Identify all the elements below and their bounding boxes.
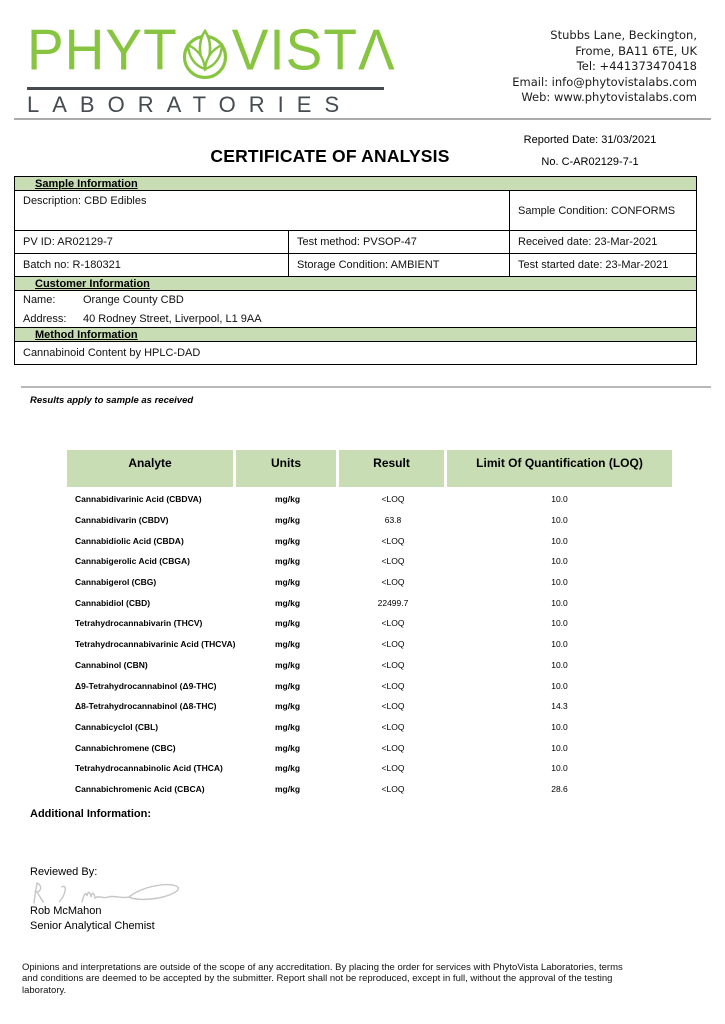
results-table-header xyxy=(67,450,672,487)
cell-units: mg/kg xyxy=(274,556,301,567)
sample-information-header xyxy=(15,177,696,191)
cell-result: <LOQ xyxy=(381,556,405,567)
table-row xyxy=(67,551,672,572)
table-row xyxy=(67,530,672,551)
report-number: No. C-AR02129-7-1 xyxy=(541,155,639,168)
description-cell: Description: CBD Edibles xyxy=(15,191,510,230)
cell-loq: 10.0 xyxy=(551,597,568,608)
cell-units: mg/kg xyxy=(274,639,301,650)
logo-text-right: VIST xyxy=(231,17,358,83)
cell-analyte: Δ9-Tetrahydrocannabinol (Δ9-THC) xyxy=(75,680,217,691)
table-row xyxy=(67,758,672,779)
cell-analyte: Tetrahydrocannabivarin (THCV) xyxy=(75,618,203,629)
cell-loq: 10.0 xyxy=(551,494,568,505)
cell-result: <LOQ xyxy=(381,639,405,650)
disclaimer-text: Opinions and interpretations are outside of the scope of any accreditation. By placing the order for services with PhytoVista Laboratories, terms and conditions are deemed to be accepted by the submitter. Report shall not be reproduced, except in full, without the approval of the testing laboratory. xyxy=(22,962,623,996)
logo-text-lambda: Λ xyxy=(357,17,396,83)
cell-result: 22499.7 xyxy=(377,597,409,608)
contact-web: Web: www.phytovistalabs.com xyxy=(521,90,697,105)
reviewer-name: Rob McMahon xyxy=(30,905,102,917)
cell-analyte: Cannabigerol (CBG) xyxy=(75,577,157,588)
customer-name: Orange County CBD xyxy=(83,294,184,306)
table-row xyxy=(67,655,672,676)
cell-units: mg/kg xyxy=(274,783,301,794)
cell-result: 63.8 xyxy=(384,515,402,526)
column-header-result: Result xyxy=(339,450,444,487)
contact-tel: Tel: +441373470418 xyxy=(576,59,697,74)
test-started-date-cell: Test started date: 23-Mar-2021 xyxy=(518,259,669,271)
cell-result: <LOQ xyxy=(381,535,405,546)
method-information-heading: Method Information xyxy=(35,328,138,341)
column-header-units: Units xyxy=(236,450,336,487)
cell-units: mg/kg xyxy=(274,515,301,526)
test-method-cell: Test method: PVSOP-47 xyxy=(289,231,510,253)
logo-divider xyxy=(27,87,384,90)
sample-info-table xyxy=(14,176,697,365)
cell-analyte: Tetrahydrocannabivarinic Acid (THCVA) xyxy=(75,639,236,650)
cell-analyte: Δ8-Tetrahydrocannabinol (Δ8-THC) xyxy=(75,701,217,712)
received-date-cell: Received date: 23-Mar-2021 xyxy=(518,236,658,248)
cell-loq: 10.0 xyxy=(551,556,568,567)
leaf-in-circle-icon xyxy=(179,24,231,80)
cell-loq: 10.0 xyxy=(551,680,568,691)
cell-result: <LOQ xyxy=(381,701,405,712)
cell-result: <LOQ xyxy=(381,783,405,794)
customer-address-line xyxy=(23,313,696,325)
method-cell: Cannabinoid Content by HPLC-DAD xyxy=(23,347,201,359)
cell-loq: 10.0 xyxy=(551,721,568,732)
customer-information-header xyxy=(15,277,696,291)
logo-text-left: PHYT xyxy=(27,17,178,83)
cell-units: mg/kg xyxy=(274,535,301,546)
reported-date: Reported Date: 31/03/2021 xyxy=(523,134,657,146)
logo-subtitle: LABORATORIES xyxy=(27,92,353,117)
cell-result: <LOQ xyxy=(381,742,405,753)
column-header-loq: Limit Of Quantification (LOQ) xyxy=(447,450,672,487)
cell-units: mg/kg xyxy=(274,577,301,588)
cell-result: <LOQ xyxy=(381,494,405,505)
cell-result: <LOQ xyxy=(381,618,405,629)
table-row xyxy=(67,489,672,510)
cell-loq: 10.0 xyxy=(551,515,568,526)
cell-units: mg/kg xyxy=(274,763,301,774)
table-row xyxy=(67,717,672,738)
additional-information-label: Additional Information: xyxy=(30,808,151,820)
cell-units: mg/kg xyxy=(274,701,301,712)
customer-information-heading: Customer Information xyxy=(35,277,150,290)
contact-address-line1: Stubbs Lane, Beckington, xyxy=(550,28,697,42)
cell-analyte: Cannabidiolic Acid (CBDA) xyxy=(75,535,184,546)
sample-condition-cell: Sample Condition: CONFORMS xyxy=(518,204,676,217)
table-row xyxy=(67,696,672,717)
reviewed-by-label: Reviewed By: xyxy=(30,866,98,878)
cell-analyte: Cannabidiol (CBD) xyxy=(75,597,151,608)
cell-loq: 10.0 xyxy=(551,763,568,774)
cell-analyte: Tetrahydrocannabinolic Acid (THCA) xyxy=(75,763,223,774)
cell-result: <LOQ xyxy=(381,659,405,670)
table-row xyxy=(15,191,696,231)
table-row xyxy=(15,231,696,254)
sample-information-heading: Sample Information xyxy=(35,177,138,190)
address-label: Address: xyxy=(23,313,67,325)
table-row xyxy=(67,634,672,655)
section-divider xyxy=(21,386,711,388)
table-row xyxy=(67,613,672,634)
cell-result: <LOQ xyxy=(381,577,405,588)
results-table-body xyxy=(67,489,672,799)
cell-loq: 10.0 xyxy=(551,618,568,629)
cell-units: mg/kg xyxy=(274,494,301,505)
cell-loq: 14.3 xyxy=(551,701,568,712)
name-label: Name: xyxy=(23,294,56,306)
cell-result: <LOQ xyxy=(381,680,405,691)
batch-no-cell: Batch no: R-180321 xyxy=(15,254,289,276)
cell-loq: 28.6 xyxy=(551,783,568,794)
cell-analyte: Cannabicyclol (CBL) xyxy=(75,721,159,732)
contact-address-line2: Frome, BA11 6TE, UK xyxy=(575,43,697,58)
header-divider xyxy=(14,118,711,120)
table-row xyxy=(67,592,672,613)
cell-units: mg/kg xyxy=(274,721,301,732)
cell-result: <LOQ xyxy=(381,763,405,774)
cell-units: mg/kg xyxy=(274,597,301,608)
cell-units: mg/kg xyxy=(274,742,301,753)
table-row xyxy=(67,675,672,696)
table-row xyxy=(67,779,672,800)
customer-name-line xyxy=(23,294,696,306)
cell-result: <LOQ xyxy=(381,721,405,732)
lab-contact-block xyxy=(512,28,697,106)
cell-loq: 10.0 xyxy=(551,577,568,588)
table-row xyxy=(15,254,696,277)
phytovista-logo xyxy=(27,17,396,83)
results-note: Results apply to sample as received xyxy=(30,395,194,406)
cell-loq: 10.0 xyxy=(551,659,568,670)
pv-id-cell: PV ID: AR02129-7 xyxy=(15,231,289,253)
cell-loq: 10.0 xyxy=(551,742,568,753)
cell-analyte: Cannabidivarinic Acid (CBDVA) xyxy=(75,494,202,505)
cell-analyte: Cannabichromene (CBC) xyxy=(75,742,176,753)
table-row xyxy=(67,572,672,593)
table-row xyxy=(67,737,672,758)
customer-details-cell xyxy=(15,291,696,328)
cell-analyte: Cannabigerolic Acid (CBGA) xyxy=(75,556,190,567)
cell-loq: 10.0 xyxy=(551,639,568,650)
cell-analyte: Cannabichromenic Acid (CBCA) xyxy=(75,783,205,794)
cell-analyte: Cannabinol (CBN) xyxy=(75,659,148,670)
page-title: CERTIFICATE OF ANALYSIS xyxy=(210,146,450,166)
cell-units: mg/kg xyxy=(274,618,301,629)
cell-analyte: Cannabidivarin (CBDV) xyxy=(75,515,169,526)
cell-units: mg/kg xyxy=(274,680,301,691)
reviewer-title: Senior Analytical Chemist xyxy=(30,920,155,932)
column-header-analyte: Analyte xyxy=(67,450,233,487)
storage-condition-cell: Storage Condition: AMBIENT xyxy=(289,254,510,276)
cell-units: mg/kg xyxy=(274,659,301,670)
customer-address: 40 Rodney Street, Liverpool, L1 9AA xyxy=(83,313,262,325)
cell-loq: 10.0 xyxy=(551,535,568,546)
method-information-header xyxy=(15,328,696,342)
table-row xyxy=(67,510,672,531)
contact-email: Email: info@phytovistalabs.com xyxy=(512,74,697,89)
results-table xyxy=(67,450,672,799)
